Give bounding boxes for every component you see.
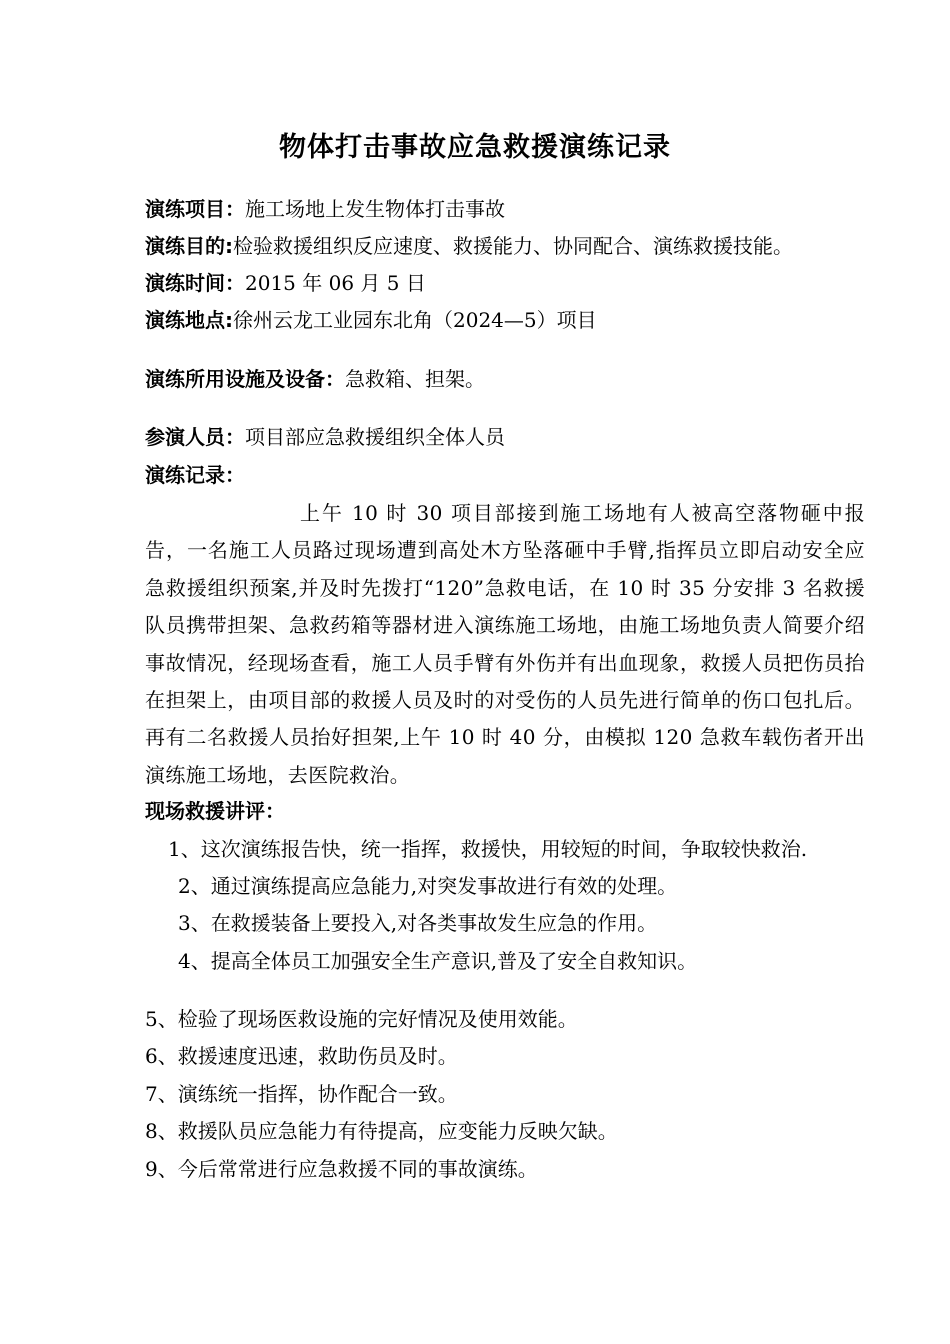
drill-purpose-label: 演练目的: — [145, 234, 233, 258]
drill-project-value: 施工场地上发生物体打击事故 — [245, 197, 505, 221]
drill-equipment-value: 急救箱、担架。 — [345, 367, 485, 391]
drill-location-row — [145, 303, 597, 337]
drill-purpose-value: 检验救援组织反应速度、救援能力、协同配合、演练救援技能。 — [233, 234, 793, 258]
review-item: 7、演练统一指挥，协作配合一致。 — [145, 1082, 458, 1106]
review-item: 6、救援速度迅速，救助伤员及时。 — [145, 1044, 458, 1068]
review-item: 3、在救援装备上要投入,对各类事故发生应急的作用。 — [178, 911, 658, 935]
drill-time-value: 2015 年 06 月 5 日 — [245, 271, 426, 295]
drill-project-label: 演练项目： — [145, 197, 245, 221]
drill-record-paragraph: 上午 10 时 30 项目部接到施工场地有人被高空落物砸中报告，一名施工人员路过现场遭到高处木方坠落砸中手臂,指挥员立即启动安全应急救援组织预案,并及时先拨打“120”急救电话，在 10 时 35 分安排 3 名救援队员携带担架、急救药箱等器材进入演练施工场地，由施工场地负责人简要介绍事故情况，经现场查看，施工人员手臂有外伤并有出血现象，救援人员把伤员抬在担架上，由项目部的救援人员及时的对受伤的人员先进行简单的伤口包扎后。再有二名救援人员抬好担架,上午 10 时 40 分，由模拟 120 急救车载伤者开出演练施工场地，去医院救治。 — [145, 501, 865, 787]
participants-label: 参演人员： — [145, 425, 245, 449]
drill-location-label: 演练地点: — [145, 308, 233, 332]
drill-purpose-row — [145, 229, 793, 263]
review-item: 9、今后常常进行应急救援不同的事故演练。 — [145, 1157, 538, 1181]
drill-location-value: 徐州云龙工业园东北角（2024—5）项目 — [233, 308, 597, 332]
review-item: 4、提高全体员工加强安全生产意识,普及了安全自救知识。 — [178, 949, 698, 973]
review-item: 1、这次演练报告快，统一指挥，救援快，用较短的时间，争取较快救治. — [168, 837, 808, 861]
review-label: 现场救援讲评： — [145, 799, 285, 823]
drill-equipment-label: 演练所用设施及设备： — [145, 367, 345, 391]
drill-time-row — [145, 266, 426, 300]
review-item: 5、检验了现场医救设施的完好情况及使用效能。 — [145, 1007, 578, 1031]
participants-row — [145, 420, 505, 454]
review-item: 2、通过演练提高应急能力,对突发事故进行有效的处理。 — [178, 874, 678, 898]
drill-project-row — [145, 192, 505, 226]
participants-value: 项目部应急救援组织全体人员 — [245, 425, 505, 449]
drill-record-heading-row — [145, 458, 245, 492]
review-item: 8、救援队员应急能力有待提高，应变能力反映欠缺。 — [145, 1119, 618, 1143]
drill-equipment-row — [145, 362, 485, 396]
drill-time-label: 演练时间： — [145, 271, 245, 295]
drill-record-label: 演练记录： — [145, 463, 245, 487]
document-title: 物体打击事故应急救援演练记录 — [279, 132, 671, 163]
review-heading-row — [145, 794, 285, 828]
